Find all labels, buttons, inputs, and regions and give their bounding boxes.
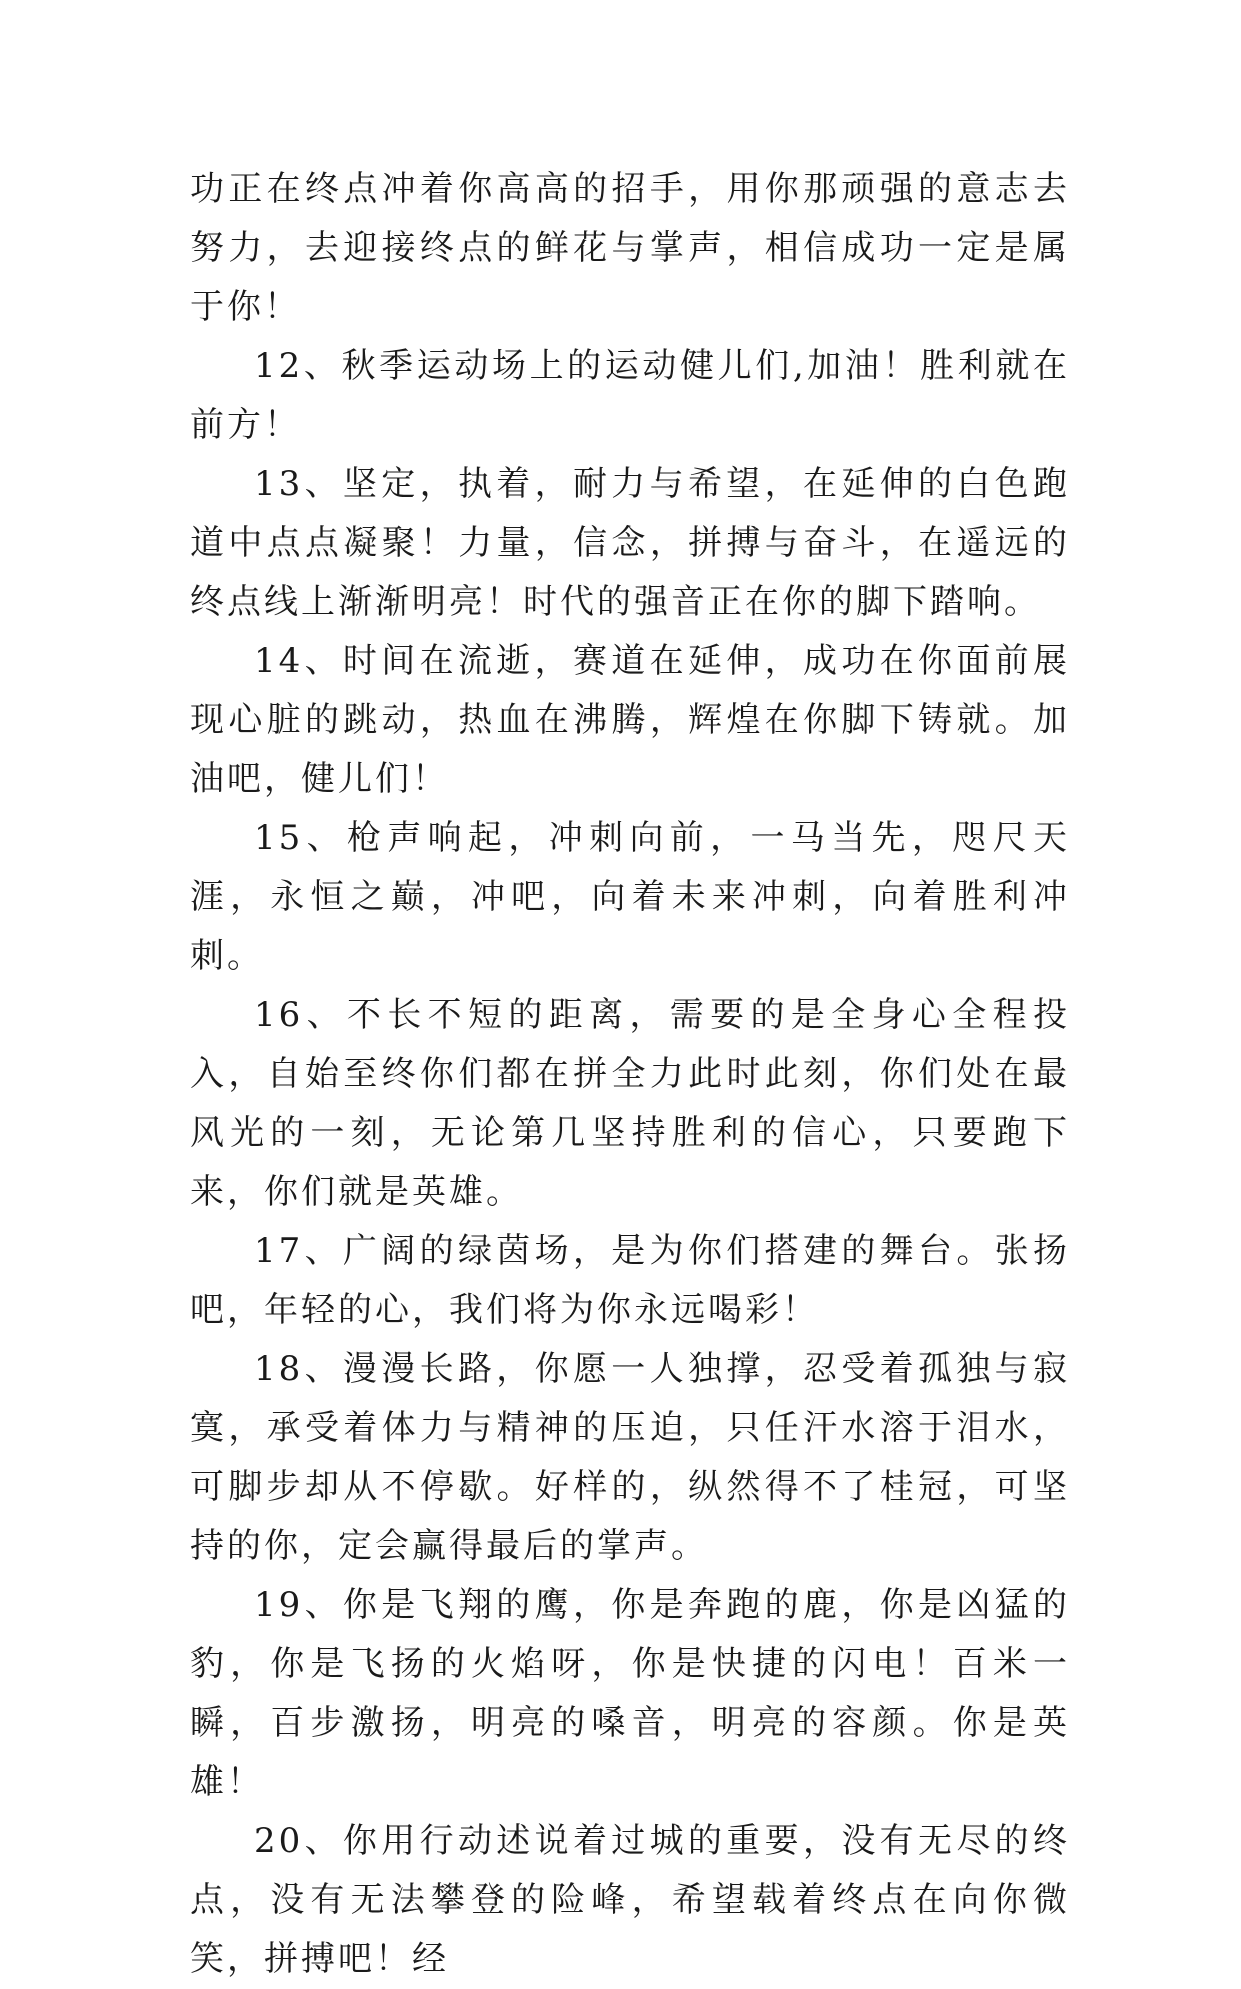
paragraph-19: 19、你是飞翔的鹰，你是奔跑的鹿，你是凶猛的豹，你是飞扬的火焰呀，你是快捷的闪电！百米一瞬，百步激扬，明亮的嗓音，明亮的容颜。你是英雄！ [190,1585,1070,1802]
paragraph-20: 20、你用行动述说着过城的重要，没有无尽的终点，没有无法攀登的险峰，希望载着终点在向你微笑，拼搏吧！经 [190,1821,1070,1979]
paragraph-15: 15、枪声响起，冲刺向前，一马当先，咫尺天涯，永恒之巅，冲吧，向着未来冲刺，向着胜利冲刺。 [190,818,1070,976]
paragraph-14: 14、时间在流逝，赛道在延伸，成功在你面前展现心脏的跳动，热血在沸腾，辉煌在你脚下铸就。加油吧，健儿们！ [190,641,1070,799]
paragraph-12: 12、秋季运动场上的运动健儿们,加油！胜利就在前方！ [190,346,1070,445]
paragraph-continuation: 功正在终点冲着你高高的招手，用你那顽强的意志去努力，去迎接终点的鲜花与掌声，相信成功一定是属于你！ [190,169,1070,327]
paragraph-18: 18、漫漫长路，你愿一人独撑，忍受着孤独与寂寞，承受着体力与精神的压迫，只任汗水溶于泪水，可脚步却从不停歇。好样的，纵然得不了桂冠，可坚持的你，定会赢得最后的掌声。 [190,1349,1070,1566]
paragraph-13: 13、坚定，执着，耐力与希望，在延伸的白色跑道中点点凝聚！力量，信念，拼搏与奋斗，在遥远的终点线上渐渐明亮！时代的强音正在你的脚下踏响。 [190,464,1070,622]
paragraph-17: 17、广阔的绿茵场，是为你们搭建的舞台。张扬吧，年轻的心，我们将为你永远喝彩！ [190,1231,1070,1330]
document-body [190,160,1070,1989]
paragraph-16: 16、不长不短的距离，需要的是全身心全程投入，自始至终你们都在拼全力此时此刻，你们处在最风光的一刻，无论第几坚持胜利的信心，只要跑下来，你们就是英雄。 [190,995,1070,1212]
